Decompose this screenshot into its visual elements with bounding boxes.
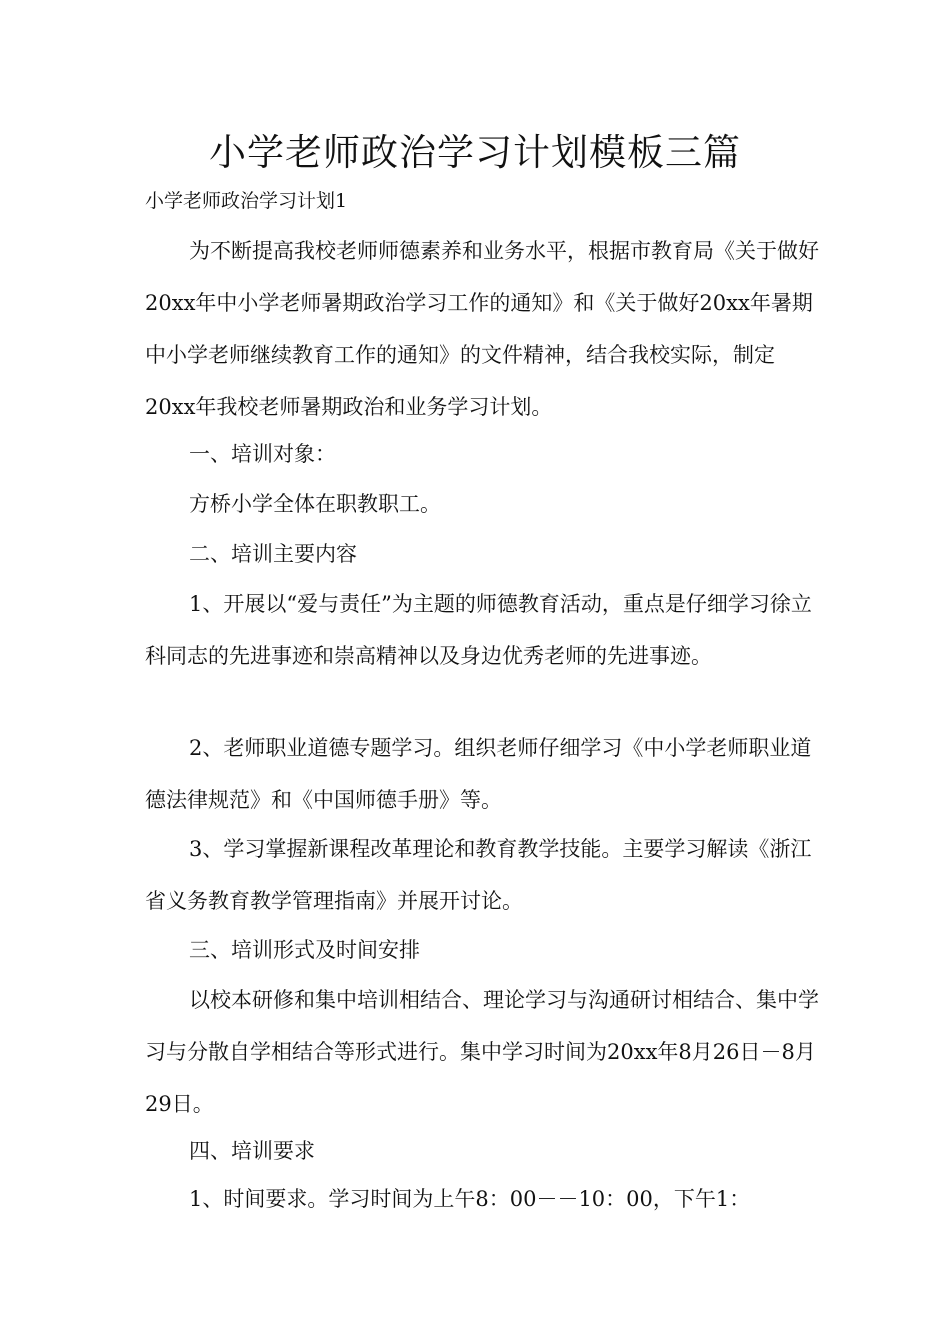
section-heading-1: 一、培训对象：: [189, 442, 336, 466]
paragraph-schedule: 以校本研修和集中培训相结合、理论学习与沟通研讨相结合、集中学习与分散自学相结合等形式进行。集中学习时间为20xx年8月26日－8月29日。: [145, 988, 819, 1116]
paragraph-content-3: 3、学习掌握新课程改革理论和教育教学技能。主要学习解读《浙江省义务教育教学管理指南》并展开讨论。: [145, 837, 812, 913]
document-title: 小学老师政治学习计划模板三篇: [209, 131, 741, 174]
paragraph-requirement-1: 1、时间要求。学习时间为上午8：00－－10：00，下午1：: [189, 1187, 751, 1211]
paragraph-content-1: 1、开展以“爱与责任”为主题的师德教育活动，重点是仔细学习徐立科同志的先进事迹和崇高精神以及身边优秀老师的先进事迹。: [145, 592, 812, 668]
section-heading-3: 三、培训形式及时间安排: [189, 938, 420, 962]
paragraph-target: 方桥小学全体在职教职工。: [189, 492, 441, 516]
document-subtitle: 小学老师政治学习计划1: [145, 190, 348, 212]
section-heading-4: 四、培训要求: [189, 1139, 315, 1163]
paragraph-intro: 为不断提高我校老师师德素养和业务水平，根据市教育局《关于做好20xx年中小学老师暑期政治学习工作的通知》和《关于做好20xx年暑期中小学老师继续教育工作的通知》的文件精神，结合我校实际，制定20xx年我校老师暑期政治和业务学习计划。: [145, 239, 819, 419]
paragraph-content-2: 2、老师职业道德专题学习。组织老师仔细学习《中小学老师职业道德法律规范》和《中国师德手册》等。: [145, 736, 812, 812]
section-heading-2: 二、培训主要内容: [189, 542, 357, 566]
